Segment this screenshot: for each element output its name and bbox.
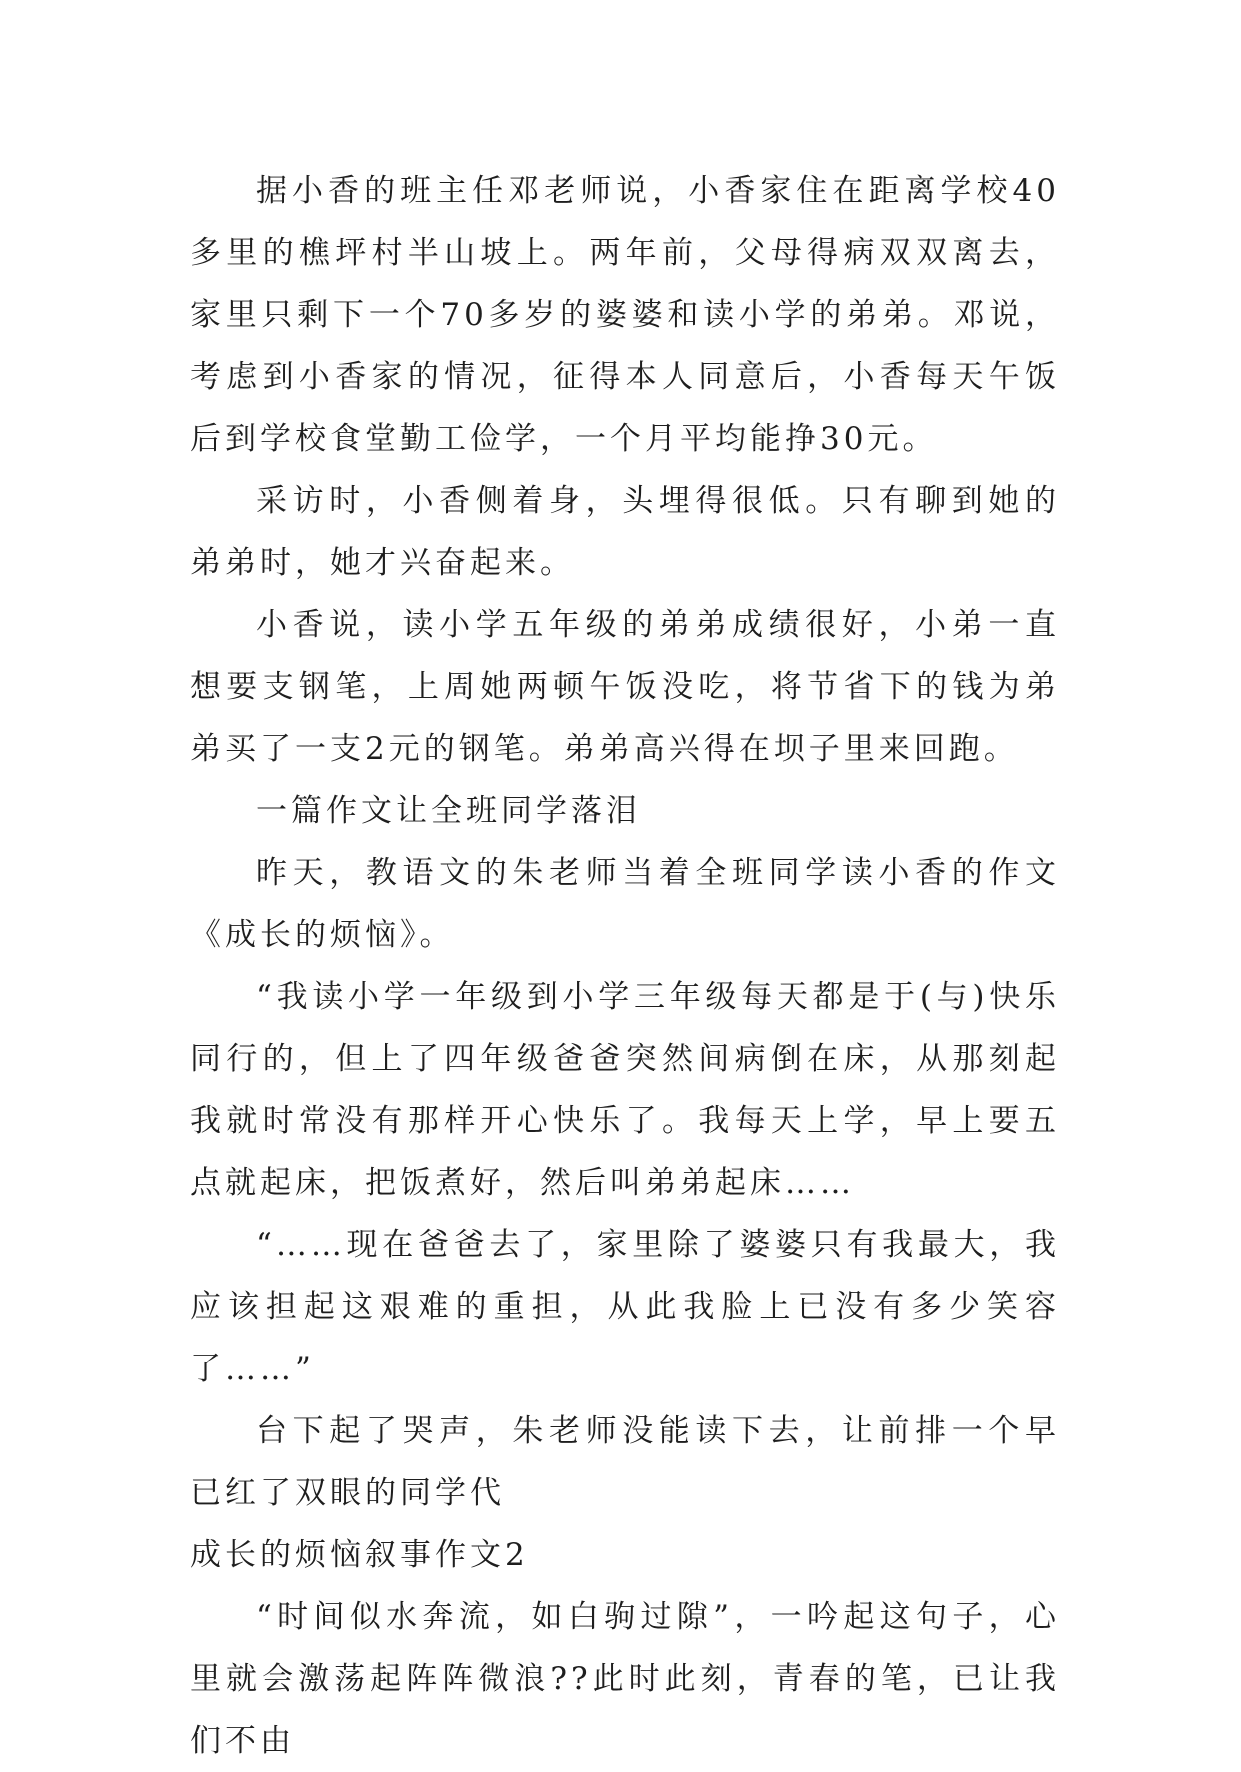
paragraph: 昨天，教语文的朱老师当着全班同学读小香的作文《成长的烦恼》。: [190, 855, 1060, 953]
paragraph: 台下起了哭声，朱老师没能读下去，让前排一个早已红了双眼的同学代: [190, 1413, 1060, 1511]
essay-title: 成长的烦恼叙事作文2: [190, 1537, 529, 1573]
quoted-paragraph: “我读小学一年级到小学三年级每天都是于(与)快乐同行的，但上了四年级爸爸突然间病倒在床，从那刻起我就时常没有那样开心快乐了。我每天上学，早上要五点就起床，把饭煮好，然后叫弟弟起床……: [190, 979, 1060, 1201]
paragraph: 据小香的班主任邓老师说，小香家住在距离学校40多里的樵坪村半山坡上。两年前，父母得病双双离去，家里只剩下一个70多岁的婆婆和读小学的弟弟。邓说，考虑到小香家的情况，征得本人同意后，小香每天午饭后到学校食堂勤工俭学，一个月平均能挣30元。: [190, 173, 1060, 457]
paragraph: 采访时，小香侧着身，头埋得很低。只有聊到她的弟弟时，她才兴奋起来。: [190, 483, 1060, 581]
document-body: [190, 160, 1060, 1772]
paragraph: “时间似水奔流，如白驹过隙”，一吟起这句子，心里就会激荡起阵阵微浪??此时此刻，青春的笔，已让我们不由: [190, 1599, 1060, 1759]
paragraph: 小香说，读小学五年级的弟弟成绩很好，小弟一直想要支钢笔，上周她两顿午饭没吃，将节省下的钱为弟弟买了一支2元的钢笔。弟弟高兴得在坝子里来回跑。: [190, 607, 1060, 767]
section-subheading: 一篇作文让全班同学落泪: [256, 793, 641, 829]
quoted-paragraph: “……现在爸爸去了，家里除了婆婆只有我最大，我应该担起这艰难的重担，从此我脸上已没有多少笑容了……”: [190, 1227, 1060, 1387]
